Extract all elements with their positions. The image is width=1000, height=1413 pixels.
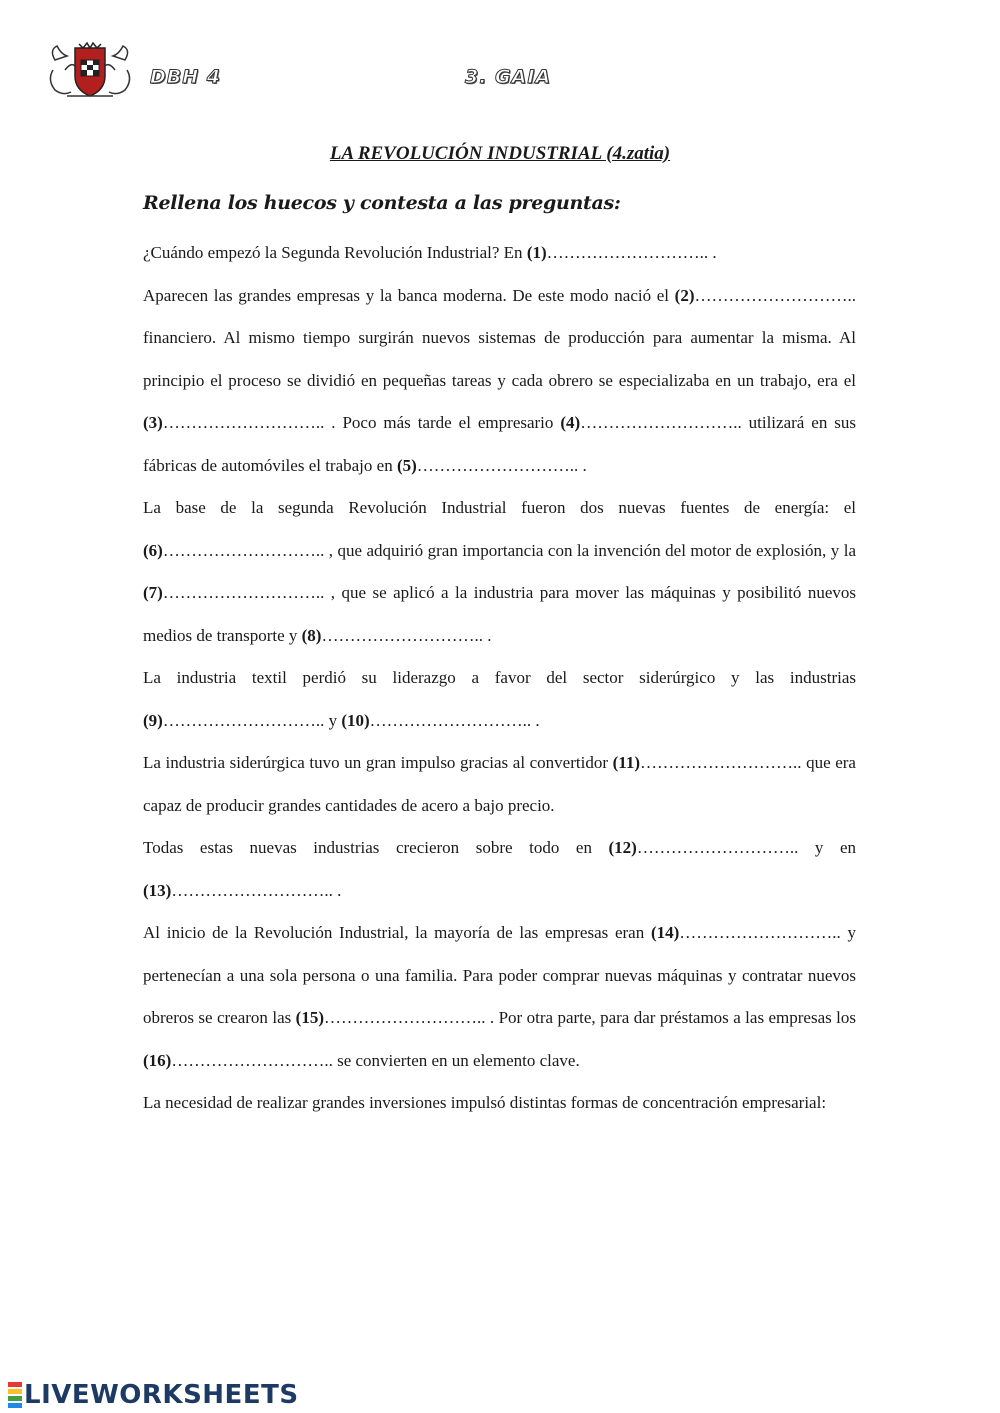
paragraph-text: ……………………….. . [546,243,717,262]
blank-number: (3) [143,413,163,432]
blank-number: (11) [612,753,640,772]
blank-number: (10) [341,710,370,730]
page-header [45,40,955,110]
blank-number: (12) [608,838,637,857]
worksheet-body [143,232,856,1125]
liveworksheets-logo-icon [8,1382,22,1408]
paragraph-p2 [143,275,856,488]
blank-number: (7) [143,583,163,602]
paragraph-p8 [143,1082,856,1125]
paragraph-text: ……………………….. y en [636,838,856,857]
blank-number: (1) [526,243,547,262]
paragraph-text: La industria siderúrgica tuvo un gran impulso gracias al convertidor [143,753,613,772]
paragraph-text: ……………………….. financiero. Al mismo tiempo surgirán nuevos sistemas de producción para aumentar la misma. Al principio el proceso se dividió en pequeñas tareas y cada obrero se especializaba en un trabajo, era el [143,285,856,390]
paragraph-text: ……………………….. y [162,710,342,730]
page-title: LA REVOLUCIÓN INDUSTRIAL (4.zatia) [329,143,671,164]
instructions: Rellena los huecos y contesta a las preguntas: [143,192,621,214]
header-course: DBH 4 [150,66,221,88]
blank-number: (15) [295,1008,324,1027]
blank-number: (14) [650,923,680,942]
paragraph-text: La industria textil perdió su liderazgo a favor del sector siderúrgico y las industrias [143,668,856,687]
paragraph-text: ……………………….. . [416,455,587,475]
blank-number: (8) [301,625,322,645]
blank-number: (5) [396,455,417,475]
paragraph-text: ……………………….. . [321,625,492,645]
paragraph-text: ¿Cuándo empezó la Segunda Revolución Industrial? En [143,243,527,262]
paragraph-p4 [143,657,856,742]
paragraph-text: La necesidad de realizar grandes inversiones impulsó distintas formas de concentración empresarial: [143,1093,827,1112]
paragraph-q1 [143,232,856,275]
paragraph-text: ……………………….. y pertenecían a una sola persona o una familia. Para poder comprar nuevas máquinas y contratar nuevos obreros se crearon las [143,923,856,1027]
paragraph-text: ……………………….. . Poco más tarde el empresario [162,413,561,432]
paragraph-p6 [143,827,856,912]
paragraph-text: Al inicio de la Revolución Industrial, la mayoría de las empresas eran [143,923,651,942]
header-unit: 3. GAIA [465,66,552,88]
liveworksheets-logo[interactable] [8,1378,299,1412]
paragraph-p7 [143,912,856,1082]
blank-number: (4) [560,413,581,432]
blank-number: (16) [143,1050,172,1070]
blank-number: (6) [143,540,163,560]
blank-number: (9) [143,710,163,730]
paragraph-text: ……………………….. . [171,880,342,900]
paragraph-text: ……………………….. que era capaz de producir grandes cantidades de acero a bajo precio. [143,753,856,815]
liveworksheets-logo-text: LIVEWORKSHEETS [24,1380,299,1410]
paragraph-text: ……………………….. . Por otra parte, para dar préstamos a las empresas los [323,1008,856,1027]
paragraph-text: ……………………….. se convierten en un elemento clave. [171,1050,580,1070]
school-crest-icon [45,40,135,102]
paragraph-text: La base de la segunda Revolución Industrial fueron dos nuevas fuentes de energía: el [143,498,856,517]
paragraph-text: ……………………….. , que adquirió gran importancia con la invención del motor de explosión, y la [162,540,856,560]
paragraph-text: Todas estas nuevas industrias crecieron sobre todo en [143,838,609,857]
paragraph-p3 [143,487,856,657]
blank-number: (2) [674,285,695,305]
blank-number: (13) [143,880,172,900]
paragraph-text: ……………………….. utilizará en sus fábricas de automóviles el trabajo en [143,413,856,475]
paragraph-text: Aparecen las grandes empresas y la banca moderna. De este modo nació el [143,285,675,305]
paragraph-text: ……………………….. , que se aplicó a la industria para mover las máquinas y posibilitó nuevos medios de transporte y [143,583,856,645]
paragraph-p5 [143,742,856,827]
paragraph-text: ……………………….. . [369,710,540,730]
